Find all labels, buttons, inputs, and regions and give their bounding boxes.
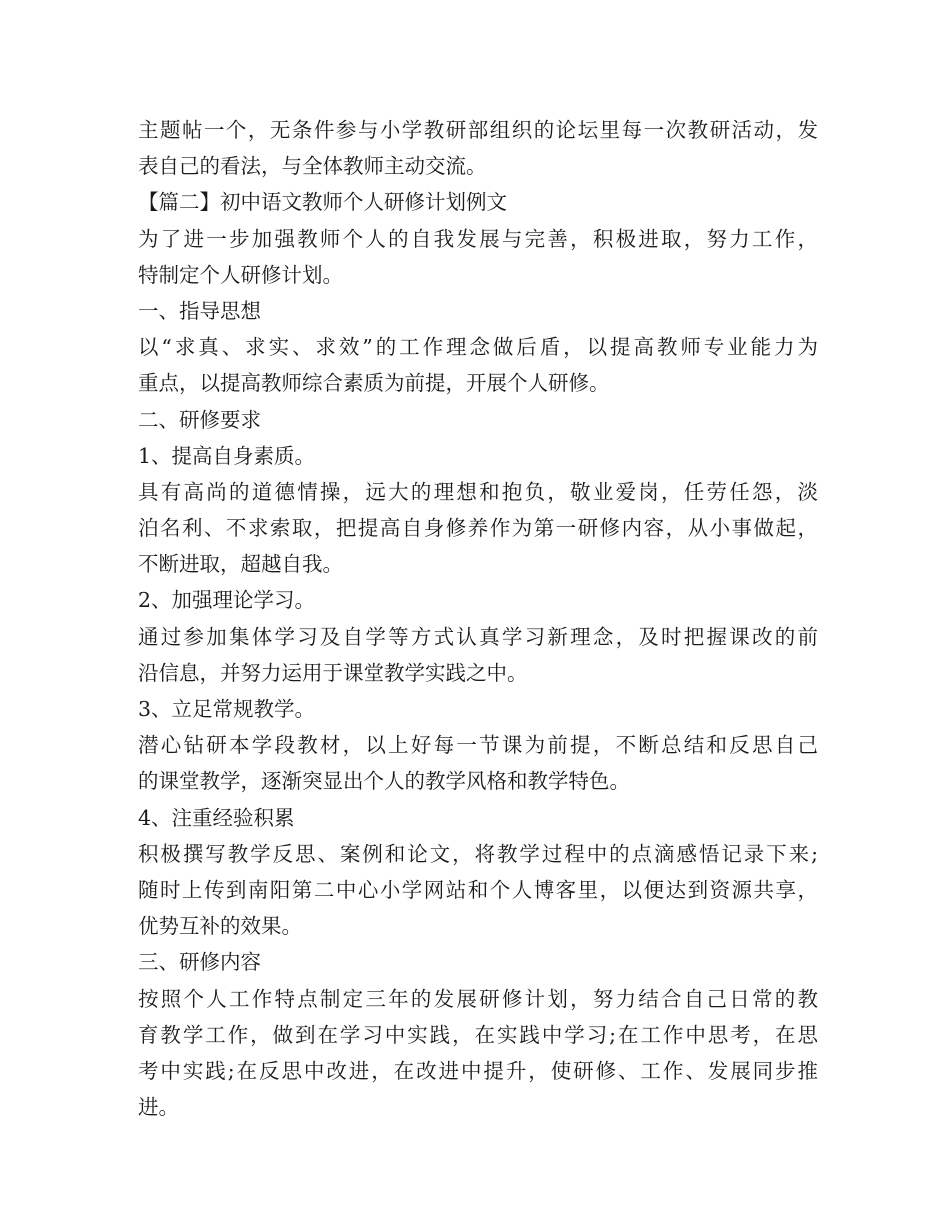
text-line: 泊名利、不求索取，把提高自身修养作为第一研修内容，从小事做起， <box>138 516 818 541</box>
text-line: 考中实践;在反思中改进，在改进中提升，使研修、工作、发展同步推 <box>138 1058 818 1083</box>
text-line: 主题帖一个，无条件参与小学教研部组织的论坛里每一次教研活动，发 <box>138 118 818 142</box>
text-line: 为了进一步加强教师个人的自我发展与完善，积极进取，努力工作， <box>138 226 818 251</box>
text-line: 以“求真、求实、求效”的工作理念做后盾，以提高教师专业能力为 <box>138 335 818 360</box>
text-line: 3、立足常规教学。 <box>138 697 316 721</box>
text-line: 【篇二】初中语文教师个人研修计划例文 <box>138 190 507 215</box>
text-line: 沿信息，并努力运用于课堂教学实践之中。 <box>138 660 528 685</box>
text-line: 育教学工作，做到在学习中实践，在实践中学习;在工作中思考，在思 <box>138 1022 818 1047</box>
text-line: 特制定个人研修计划。 <box>138 262 343 287</box>
document-body <box>138 112 818 1125</box>
text-line: 三、研修内容 <box>138 950 261 975</box>
text-line: 的课堂教学，逐渐突显出个人的教学风格和教学特色。 <box>138 769 630 794</box>
text-line: 随时上传到南阳第二中心小学网站和个人博客里，以便达到资源共享， <box>138 877 818 902</box>
text-line: 具有高尚的道德情操，远大的理想和抱负，敬业爱岗，任劳任怨，淡 <box>138 479 818 504</box>
text-line: 按照个人工作特点制定三年的发展研修计划，努力结合自己日常的教 <box>138 986 818 1011</box>
text-line: 二、研修要求 <box>138 407 261 432</box>
text-line: 进。 <box>138 1095 179 1120</box>
text-line: 积极撰写教学反思、案例和论文，将教学过程中的点滴感悟记录下来; <box>138 841 818 866</box>
text-line: 不断进取，超越自我。 <box>138 552 343 577</box>
text-line: 2、加强理论学习。 <box>138 588 316 613</box>
text-line: 表自己的看法，与全体教师主动交流。 <box>138 154 487 179</box>
text-line: 潜心钻研本学段教材，以上好每一节课为前提，不断总结和反思自己 <box>138 733 818 758</box>
text-line: 优势互补的效果。 <box>138 914 302 939</box>
text-line: 1、提高自身素质。 <box>138 443 316 468</box>
text-line: 4、注重经验积累 <box>138 805 295 830</box>
text-line: 重点，以提高教师综合素质为前提，开展个人研修。 <box>138 371 610 396</box>
text-line: 通过参加集体学习及自学等方式认真学习新理念，及时把握课改的前 <box>138 624 818 649</box>
text-line: 一、指导思想 <box>138 298 261 323</box>
